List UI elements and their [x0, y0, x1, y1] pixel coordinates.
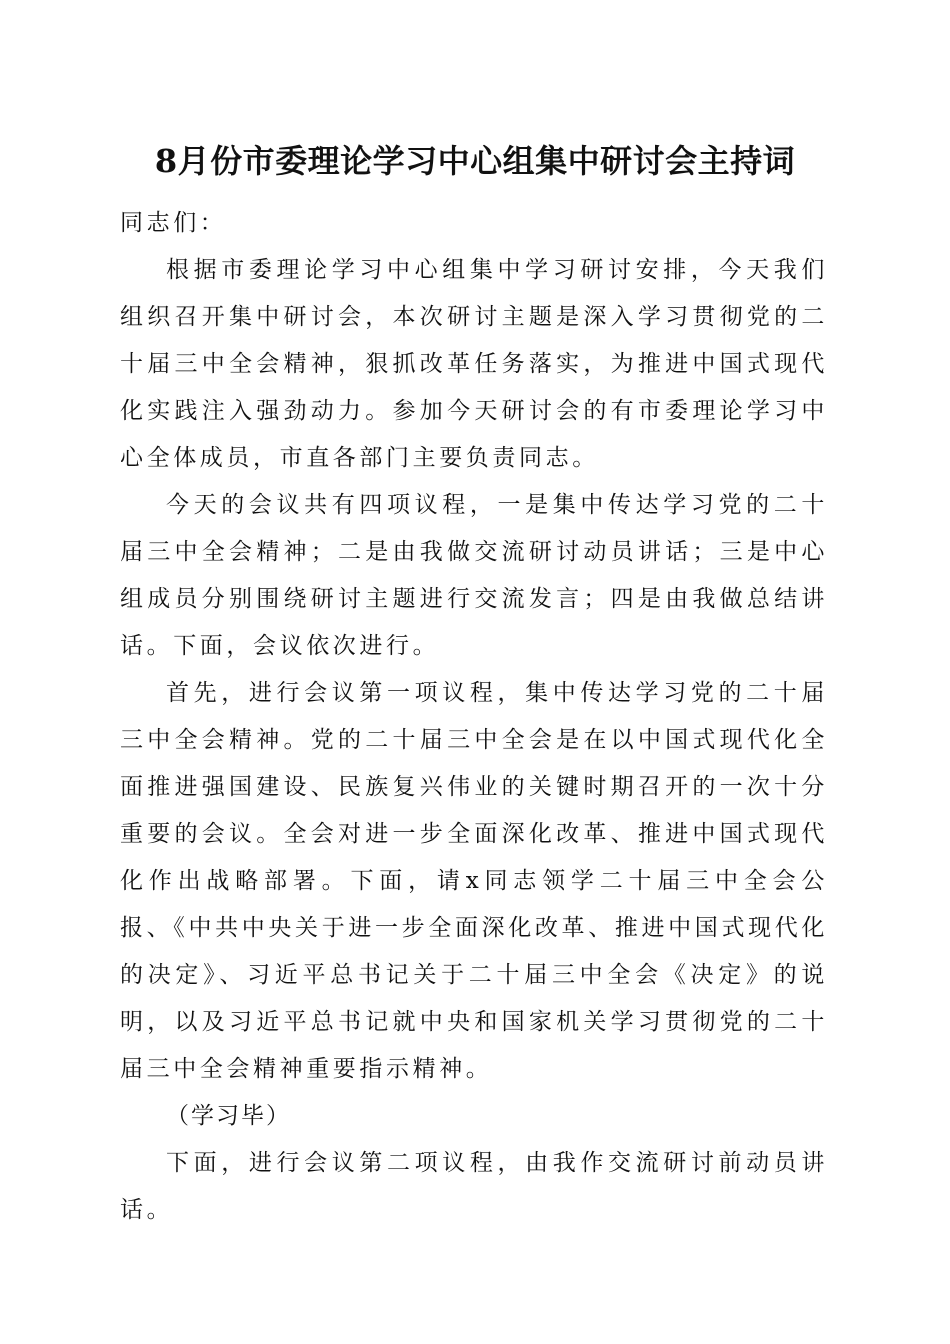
study-complete-note: （学习毕） — [166, 1103, 291, 1129]
salutation: 同志们： — [120, 210, 227, 236]
paragraph-agenda: 今天的会议共有四项议程，一是集中传达学习党的二十届三中全会精神；二是由我做交流研讨动员讲话；三是中心组成员分别围绕研讨主题进行交流发言；四是由我做总结讲话。下面，会议依次进行。 — [120, 492, 828, 659]
document-title: 8月份市委理论学习中心组集中研讨会主持词 — [154, 142, 796, 180]
document-body — [120, 200, 828, 1234]
paragraph-second-item: 下面，进行会议第二项议程，由我作交流研讨前动员讲话。 — [120, 1150, 828, 1223]
paragraph-intro: 根据市委理论学习中心组集中学习研讨安排，今天我们组织召开集中研讨会，本次研讨主题是深入学习贯彻党的二十届三中全会精神，狠抓改革任务落实，为推进中国式现代化实践注入强劲动力。参加今天研讨会的有市委理论学习中心全体成员，市直各部门主要负责同志。 — [120, 257, 828, 471]
paragraph-first-item: 首先，进行会议第一项议程，集中传达学习党的二十届三中全会精神。党的二十届三中全会是在以中国式现代化全面推进强国建设、民族复兴伟业的关键时期召开的一次十分重要的会议。全会对进一步全面深化改革、推进中国式现代化作出战略部署。下面，请x同志领学二十届三中全会公报、《中共中央关于进一步全面深化改革、推进中国式现代化的决定》、习近平总书记关于二十届三中全会《决定》的说明，以及习近平总书记就中央和国家机关学习贯彻党的二十届三中全会精神重要指示精神。 — [120, 680, 828, 1082]
